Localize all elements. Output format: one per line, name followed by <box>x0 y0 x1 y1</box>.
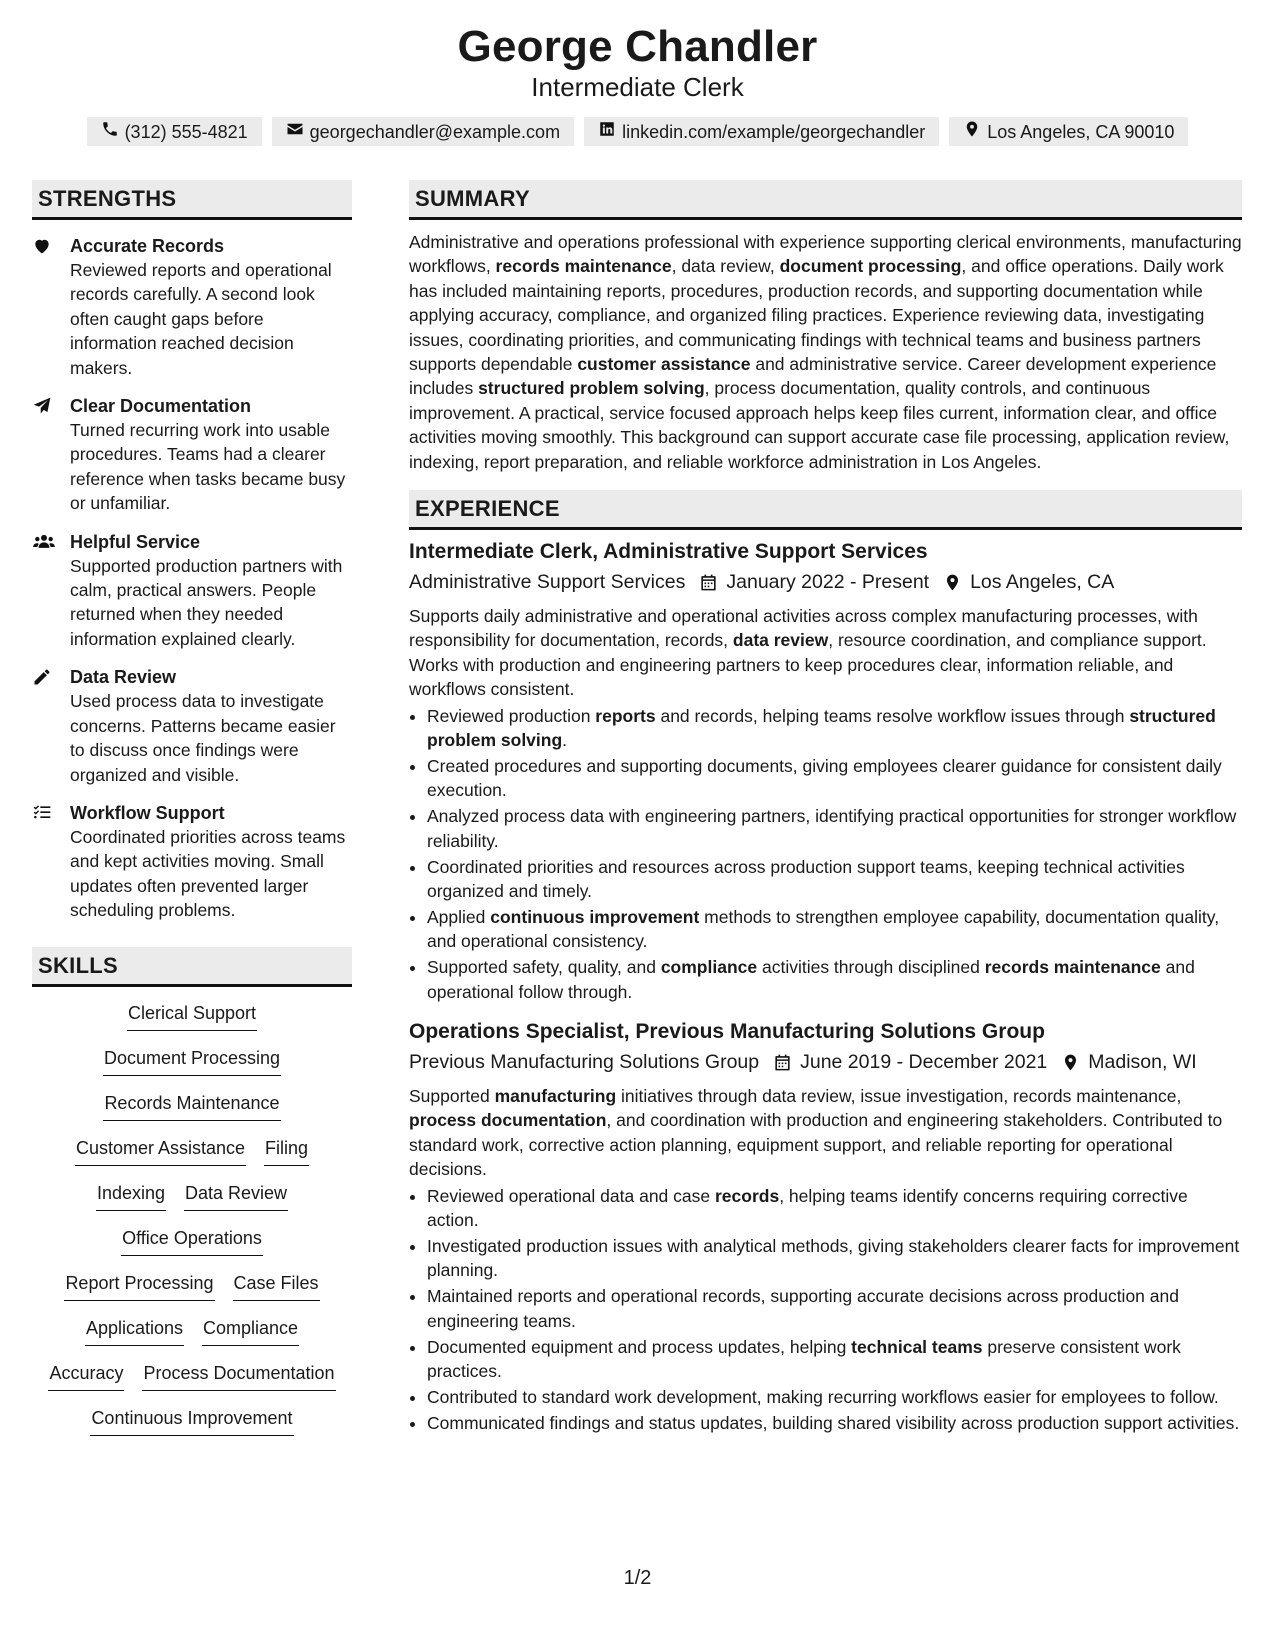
bullet-item <box>427 804 1242 853</box>
location-pin-icon <box>963 120 981 143</box>
job-company: Previous Manufacturing Solutions Group <box>409 1051 760 1074</box>
strength-item <box>32 394 352 516</box>
strength-title: Data Review <box>70 667 177 688</box>
text-run: Supported <box>409 1086 495 1107</box>
text-run: and operational follow through. <box>427 957 1195 1002</box>
location-chip[interactable] <box>949 117 1188 146</box>
skill-tag: Applications <box>85 1316 184 1346</box>
skill-row <box>32 1001 352 1046</box>
bold-keyword: customer assistance <box>577 354 751 375</box>
strength-desc: Reviewed reports and operational records carefully. A second look often caught gaps before information reached decision makers. <box>70 260 332 378</box>
heart-icon <box>32 234 70 380</box>
email-text: georgechandler@example.com <box>309 121 561 142</box>
text-run: , process documentation, quality controls, and continuous improvement. A practical, service focused approach helps keep files current, information clear, and office activities moving smoothly. This background can support accurate case file processing, application review, indexing, report preparation, and reliable workforce administration in Los Angeles. <box>409 378 1230 472</box>
bold-keyword: compliance <box>660 957 758 978</box>
strengths-heading: STRENGTHS <box>32 180 352 220</box>
job-meta <box>409 568 1242 596</box>
strength-title: Accurate Records <box>70 236 225 256</box>
skill-tag: Document Processing <box>103 1046 281 1076</box>
strength-desc: Supported production partners with calm, practical answers. People returned when they needed information explained clearly. <box>70 555 343 649</box>
text-run: Documented equipment and process updates, helping <box>427 1336 852 1357</box>
contact-bar <box>0 117 1275 146</box>
summary-heading: SUMMARY <box>409 180 1242 220</box>
text-run: Applied <box>427 906 491 927</box>
strength-desc: Used process data to investigate concerns. Patterns became easier to discuss once findings were organized and visible. <box>70 691 336 785</box>
strength-title: Helpful Service <box>70 531 201 552</box>
job-dates: January 2022 - Present <box>726 571 930 594</box>
text-run: and records, helping teams resolve workflow issues through <box>655 705 1130 726</box>
calendar-icon <box>759 1053 800 1072</box>
envelope-icon <box>286 120 304 143</box>
list-check-icon <box>32 801 70 923</box>
bold-keyword: records maintenance <box>984 957 1161 978</box>
paper-plane-icon <box>32 394 70 516</box>
skill-tag: Customer Assistance <box>75 1136 246 1166</box>
skill-row <box>32 1406 352 1451</box>
bullet-item <box>427 1184 1242 1233</box>
text-run: . <box>562 730 568 751</box>
phone-text: (312) 555-4821 <box>124 121 248 142</box>
right-column <box>409 180 1242 1437</box>
bullet-item <box>427 1284 1242 1333</box>
skill-row <box>32 1046 352 1091</box>
bold-keyword: document processing <box>779 256 962 277</box>
resume-header <box>0 0 1275 146</box>
candidate-title: Intermediate Clerk <box>531 72 744 103</box>
skill-tag: Office Operations <box>121 1226 263 1256</box>
skill-tag: Indexing <box>96 1181 166 1211</box>
text-run: Communicated findings and status updates, building shared visibility across production support activities. <box>427 1412 1240 1433</box>
bullet-item <box>427 955 1242 1004</box>
skill-tag: Clerical Support <box>127 1001 257 1031</box>
text-run: , helping teams identify concerns requiring corrective action. <box>427 1185 1188 1231</box>
linkedin-text: linkedin.com/example/georgechandler <box>622 121 926 142</box>
text-run: Supports daily administrative and operational activities across complex manufacturing processes, with responsibility for documentation, records, <box>409 606 1198 651</box>
skill-row <box>32 1271 352 1316</box>
bold-keyword: structured problem solving <box>478 378 705 399</box>
bold-keyword: records maintenance <box>495 256 672 277</box>
text-run: Coordinated priorities and resources across production support teams, keeping technical activities organized and timely. <box>427 856 1185 902</box>
job-title: Intermediate Clerk, Administrative Support Services <box>409 540 928 564</box>
skill-row <box>32 1316 352 1361</box>
skill-tag: Accuracy <box>48 1361 124 1391</box>
bullet-item <box>427 1234 1242 1283</box>
bullet-item <box>427 905 1242 954</box>
strength-item <box>32 665 352 787</box>
skill-row <box>32 1226 352 1271</box>
bullet-item <box>427 704 1242 753</box>
strength-desc: Turned recurring work into usable procedures. Teams had a clearer reference when tasks became busy or unfamiliar. <box>70 420 346 514</box>
skill-row <box>32 1091 352 1136</box>
skill-tag: Case Files <box>233 1271 320 1301</box>
text-run: , data review, <box>671 256 780 277</box>
email-chip[interactable] <box>272 117 574 146</box>
bullet-item <box>427 1335 1242 1384</box>
location-text: Los Angeles, CA 90010 <box>987 121 1175 142</box>
skill-tag: Filing <box>264 1136 309 1166</box>
text-run: initiatives through data review, issue investigation, records maintenance, <box>616 1086 1182 1107</box>
experience-list <box>409 538 1242 1435</box>
job-title: Operations Specialist, Previous Manufacturing Solutions Group <box>409 1020 1045 1044</box>
bold-keyword: manufacturing <box>494 1086 617 1107</box>
bold-keyword: records <box>714 1185 780 1206</box>
text-run: Reviewed operational data and case <box>427 1185 715 1206</box>
candidate-name: George Chandler <box>457 22 818 71</box>
skill-tag: Process Documentation <box>142 1361 335 1391</box>
page-number: 1/2 <box>623 1567 652 1589</box>
calendar-icon <box>685 573 726 592</box>
bold-keyword: reports <box>595 705 656 726</box>
bullet-item <box>427 1385 1242 1409</box>
bullet-item <box>427 1411 1242 1435</box>
summary-text <box>409 230 1242 474</box>
experience-heading: EXPERIENCE <box>409 490 1242 530</box>
job-location: Los Angeles, CA <box>970 571 1115 594</box>
text-run: Administrative and operations professional with experience supporting clerical environments, manufacturing workflows, <box>409 232 1242 277</box>
text-run: preserve consistent work practices. <box>427 1336 1181 1382</box>
text-run: , and office operations. Daily work has included maintaining reports, procedures, production records, and supporting documentation while applying accuracy, compliance, and organized filing practices. Experience reviewing data, investigating issues, coordinating priorities, and communicating findings with technical teams and business partners supports dependable <box>409 256 1224 375</box>
skill-row <box>32 1181 352 1226</box>
strength-item <box>32 530 352 652</box>
linkedin-chip[interactable] <box>584 117 939 146</box>
text-run: Supported safety, quality, and <box>427 957 661 978</box>
job-description <box>409 604 1242 702</box>
text-run: , resource coordination, and compliance support. Works with production and engineering partners to keep procedures clear, information reliable, and workflows consistent. <box>409 630 1207 700</box>
text-run: Analyzed process data with engineering partners, identifying practical opportunities for stronger workflow reliability. <box>427 806 1237 851</box>
text-run: Contributed to standard work development, making recurring workflows easier for employees to follow. <box>427 1386 1219 1407</box>
bold-keyword: process documentation <box>409 1110 607 1131</box>
job-company: Administrative Support Services <box>409 571 686 594</box>
phone-icon <box>101 120 119 143</box>
strength-item <box>32 801 352 923</box>
skill-tag: Data Review <box>184 1181 288 1211</box>
job-bullets <box>409 1184 1242 1436</box>
text-run: methods to strengthen employee capability, documentation quality, and operational consistency. <box>427 906 1220 952</box>
text-run: Created procedures and supporting documents, giving employees clearer guidance for consistent daily execution. <box>427 756 1222 801</box>
strength-desc: Coordinated priorities across teams and kept activities moving. Small updates often prevented larger scheduling problems. <box>70 826 346 921</box>
skill-row <box>32 1361 352 1406</box>
bold-keyword: continuous improvement <box>490 906 700 927</box>
strength-title: Workflow Support <box>70 802 225 823</box>
location-pin-icon <box>929 573 970 592</box>
bold-keyword: structured problem solving <box>427 705 1216 751</box>
text-run: , and coordination with production and engineering stakeholders. Contributed to standard work, corrective action planning, equipment support, and reliable reporting for operational decisions. <box>409 1110 1223 1180</box>
pencil-icon <box>32 665 70 787</box>
job-dates: June 2019 - December 2021 <box>800 1051 1048 1074</box>
skill-tag: Compliance <box>202 1316 299 1346</box>
text-run: Reviewed production <box>427 705 596 726</box>
bullet-item <box>427 855 1242 904</box>
job-bullets <box>409 704 1242 1004</box>
strength-item <box>32 234 352 380</box>
left-column <box>32 180 352 1451</box>
job-meta <box>409 1048 1242 1076</box>
phone-chip[interactable] <box>87 117 262 146</box>
strength-title: Clear Documentation <box>70 396 252 417</box>
skill-row <box>32 1136 352 1181</box>
bold-keyword: technical teams <box>851 1336 983 1357</box>
skill-tag: Records Maintenance <box>103 1091 280 1121</box>
text-run: and administrative service. Career development experience includes <box>409 354 1217 399</box>
bold-keyword: data review <box>732 630 829 651</box>
job-entry <box>409 1018 1242 1435</box>
skill-tag: Report Processing <box>64 1271 214 1301</box>
job-description <box>409 1084 1242 1182</box>
bullet-item <box>427 754 1242 803</box>
job-entry <box>409 538 1242 1004</box>
linkedin-icon <box>598 120 616 143</box>
text-run: Investigated production issues with analytical methods, giving stakeholders clearer facts for improvement planning. <box>427 1236 1240 1281</box>
job-location: Madison, WI <box>1088 1051 1197 1074</box>
text-run: activities through disciplined <box>757 957 985 978</box>
location-pin-icon <box>1047 1053 1088 1072</box>
users-icon <box>32 530 70 652</box>
skills-heading: SKILLS <box>32 947 352 987</box>
text-run: Maintained reports and operational records, supporting accurate decisions across production and engineering teams. <box>427 1286 1179 1331</box>
skills-list <box>32 1001 352 1451</box>
skill-tag: Continuous Improvement <box>90 1406 293 1436</box>
